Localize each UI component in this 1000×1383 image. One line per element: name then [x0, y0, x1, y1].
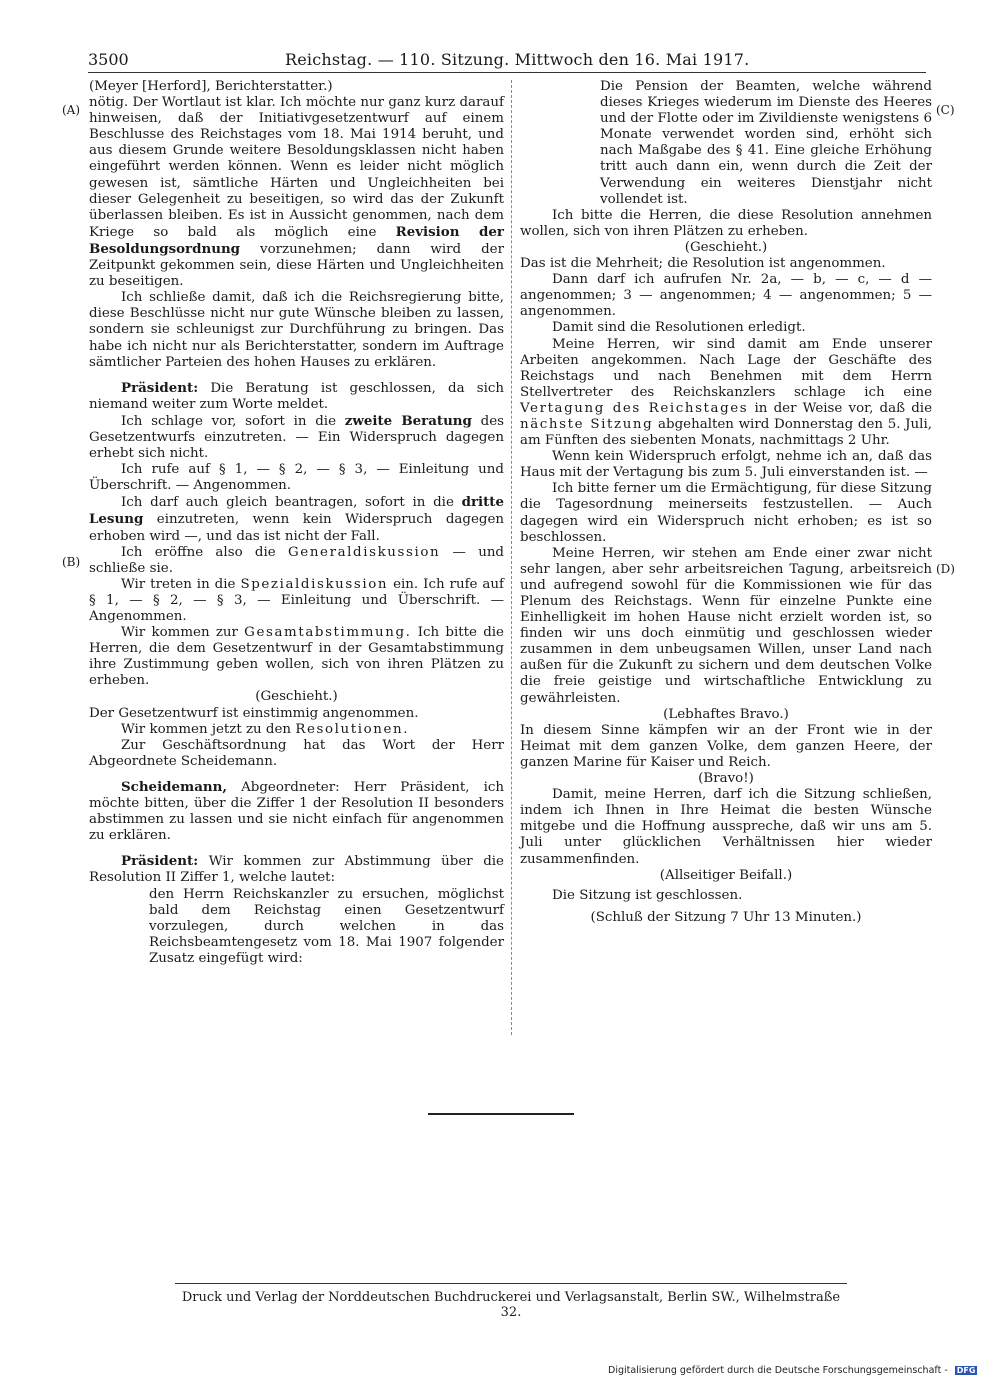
digitization-credit	[608, 1365, 977, 1376]
paragraph: Meine Herren, wir sind damit am Ende unserer Arbeiten angekommen. Nach Lage der Geschäfte des Reichstags und nach Benehmen mit dem Herrn Stellvertreter des Reichskanzlers schlage ich eine Vertagung des Reichstages in der Weise vor, daß die nächste Sitzung abgehalten wird Donnerstag den 5. Juli, am Fünften des siebenten Monats, nachmittags 2 Uhr.	[520, 336, 933, 449]
paragraph: Scheidemann, Abgeordneter: Herr Präsident, ich möchte bitten, über die Ziffer 1 der Resolution II besonders abstimmen zu lassen und sie nicht einfach für angenommen zu erklären.	[89, 778, 504, 844]
paragraph: Wenn kein Widerspruch erfolgt, nehme ich an, daß das Haus mit der Vertagung bis zum 5. Juli einverstanden ist. —	[520, 449, 932, 481]
speaker-name: Präsident:	[121, 379, 199, 396]
paragraph: Ich schlage vor, sofort in die zweite Beratung des Gesetzentwurfs einzutreten. — Ein Widerspruch dagegen erhebt sich nicht.	[89, 412, 505, 462]
spaced-term: nächste Sitzung	[520, 416, 654, 432]
emphasis: zweite Beratung	[344, 412, 472, 429]
paragraph: Präsident: Die Beratung ist geschlossen, da sich niemand weiter zum Worte meldet.	[89, 379, 504, 412]
spaced-term: Resolutionen.	[295, 721, 410, 737]
paragraph: Meine Herren, wir stehen am Ende einer zwar nicht sehr langen, aber sehr arbeitsreichen Tagung, arbeitsreich und aufregend sowohl für die Kommissionen wie für das Plenum des Reichstags. Wenn für einzelne Punkte eine Einhelligkeit im hohen Hause nicht erzielt worden ist, so finden wir uns doch einmütig und geschlossen wieder zusammen in dem unbeugsamen Willen, unser Land nach außen für die Zukunft zu sichern und dem deutschen Volke die freie geistige und wirtschaftliche Entwicklung zu gewährleisten.	[520, 545, 932, 706]
margin-mark-b: (B)	[62, 555, 81, 569]
paragraph: Der Gesetzentwurf ist einstimmig angenommen.	[89, 705, 419, 721]
margin-mark-c: (C)	[936, 103, 955, 117]
paragraph: Ich eröffne also die Generaldiskussion — und schließe sie.	[89, 544, 505, 576]
paragraph: Damit sind die Resolutionen erledigt.	[552, 320, 806, 336]
stage-direction: (Allseitiger Beifall.)	[659, 867, 793, 883]
paragraph: Das ist die Mehrheit; die Resolution ist angenommen.	[520, 256, 886, 272]
credit-text: Digitalisierung gefördert durch die Deutsche Forschungsgemeinschaft -	[608, 1365, 948, 1376]
imprint: Druck und Verlag der Norddeutschen Buchdruckerei und Verlagsanstalt, Berlin SW., Wilhelmstraße 32.	[175, 1283, 847, 1320]
paragraph: Wir treten in die Spezialdiskussion ein. Ich rufe auf § 1, — § 2, — § 3, — Einleitung und Überschrift. — Angenommen.	[89, 576, 504, 624]
session-close: (Schluß der Sitzung 7 Uhr 13 Minuten.)	[590, 909, 862, 925]
paragraph: In diesem Sinne kämpfen wir an der Front wie in der Heimat mit dem ganzen Volke, dem ganzen Heere, der ganzen Marine für Kaiser und Reich.	[520, 722, 932, 770]
speaker-attribution: (Meyer [Herford], Berichterstatter.)	[89, 79, 333, 94]
running-head: Reichstag. — 110. Sitzung. Mittwoch den 16. Mai 1917.	[285, 50, 750, 69]
speaker-name: Scheidemann,	[121, 778, 228, 795]
margin-mark-d: (D)	[936, 562, 955, 576]
quoted-resolution: den Herrn Reichskanzler zu ersuchen, möglichst bald dem Reichstag einen Gesetzentwurf vorzulegen, durch welchen in das Reichsbeamtengesetz vom 18. Mai 1907 folgender Zusatz eingefügt wird:	[149, 886, 504, 966]
emphasis: Revision der Besoldungsordnung	[89, 223, 504, 257]
paragraph: Wir kommen jetzt zu den Resolutionen.	[121, 721, 410, 737]
emphasis: dritte Lesung	[89, 494, 504, 528]
paragraph: Ich darf auch gleich beantragen, sofort in die dritte Lesung einzutreten, wenn kein Widerspruch dagegen erhoben wird —, und das ist nicht der Fall.	[89, 494, 504, 544]
stage-direction: (Geschieht.)	[255, 689, 338, 705]
left-column	[89, 79, 504, 967]
page-header	[88, 50, 926, 73]
paragraph: Ich bitte ferner um die Ermächtigung, für diese Sitzung die Tagesordnung meinerseits festzustellen. — Auch dagegen wird ein Widerspruch nicht erhoben; es ist so beschlossen.	[520, 481, 932, 545]
spaced-term: Vertagung des Reichstages	[520, 400, 749, 416]
paragraph: Präsident: Wir kommen zur Abstimmung über die Resolution II Ziffer 1, welche lautet:	[89, 853, 504, 886]
paragraph: Zur Geschäftsordnung hat das Wort der Herr Abgeordnete Scheidemann.	[89, 737, 504, 769]
spaced-term: Gesamtabstimmung.	[244, 625, 412, 641]
stage-direction: (Geschieht.)	[684, 239, 768, 255]
quoted-resolution: Die Pension der Beamten, welche während dieses Krieges wiederum im Dienste des Heeres und der Flotte oder im Zivildienste wenigstens 6 Monate verwendet worden sind, erhöht sich nach Maßgabe des § 41. Eine gleiche Erhöhung tritt auch dann ein, wenn durch die Zeit der Verwendung ein weiteres Dienstjahr nicht vollendet ist.	[600, 79, 932, 207]
paragraph: Damit, meine Herren, darf ich die Sitzung schließen, indem ich Ihnen in Ihre Heimat die besten Wünsche mitgebe und die Hoffnung ausspreche, daß wir uns am 5. Juli unter glücklichen Verhältnissen hier wieder zusammenfinden.	[520, 787, 932, 867]
paragraph: Dann darf ich aufrufen Nr. 2a, — b, — c, — d — angenommen; 3 — angenommen; 4 — angenommen; 5 — angenommen.	[520, 272, 932, 320]
spaced-term: Spezialdiskussion	[240, 576, 389, 592]
paragraph: Wir kommen zur Gesamtabstimmung. Ich bitte die Herren, die dem Gesetzentwurf in der Gesamtabstimmung ihre Zustimmung geben wollen, sich von ihren Plätzen zu erheben.	[89, 625, 504, 689]
section-divider	[428, 1113, 574, 1115]
right-column	[520, 79, 932, 926]
paragraph: Ich bitte die Herren, die diese Resolution annehmen wollen, sich von ihren Plätzen zu erheben.	[520, 207, 932, 239]
column-separator	[511, 80, 512, 1035]
page-number: 3500	[88, 50, 129, 69]
paragraph: Die Sitzung ist geschlossen.	[552, 887, 743, 903]
paragraph: Ich schließe damit, daß ich die Reichsregierung bitte, diese Beschlüsse nicht nur gute Wünsche bleiben zu lassen, sondern sie schleunigst zur Durchführung zu bringen. Das habe ich nicht nur als Berichterstatter, sondern im Auftrage sämtlicher Parteien des hohen Hauses zu erklären.	[89, 290, 504, 370]
stage-direction: (Lebhaftes Bravo.)	[663, 706, 789, 722]
stage-direction: (Bravo!)	[698, 771, 754, 787]
spaced-term: Generaldiskussion	[288, 544, 441, 560]
paragraph: Ich rufe auf § 1, — § 2, — § 3, — Einleitung und Überschrift. — Angenommen.	[89, 462, 504, 494]
dfg-logo: DFG	[956, 1366, 976, 1375]
speaker-name: Präsident:	[121, 853, 199, 870]
paragraph: nötig. Der Wortlaut ist klar. Ich möchte nur ganz kurz darauf hinweisen, daß der Initiativgesetzentwurf auf einem Beschlusse des Reichstages vom 18. Mai 1914 beruht, und aus diesem Grunde weitere Besoldungsklassen nicht haben eingeführt werden können. Wenn es leider nicht möglich gewesen ist, sämtliche Härten und Ungleichheiten bei dieser Gelegenheit zu beseitigen, so wird das der Zukunft überlassen bleiben. Es ist in Aussicht genommen, nach dem Kriege so bald als möglich eine Revision der Besoldungsordnung vorzunehmen; dann wird der Zeitpunkt gekommen sein, diese Härten und Ungleichheiten zu beseitigen.	[89, 95, 504, 290]
margin-mark-a: (A)	[62, 103, 81, 117]
